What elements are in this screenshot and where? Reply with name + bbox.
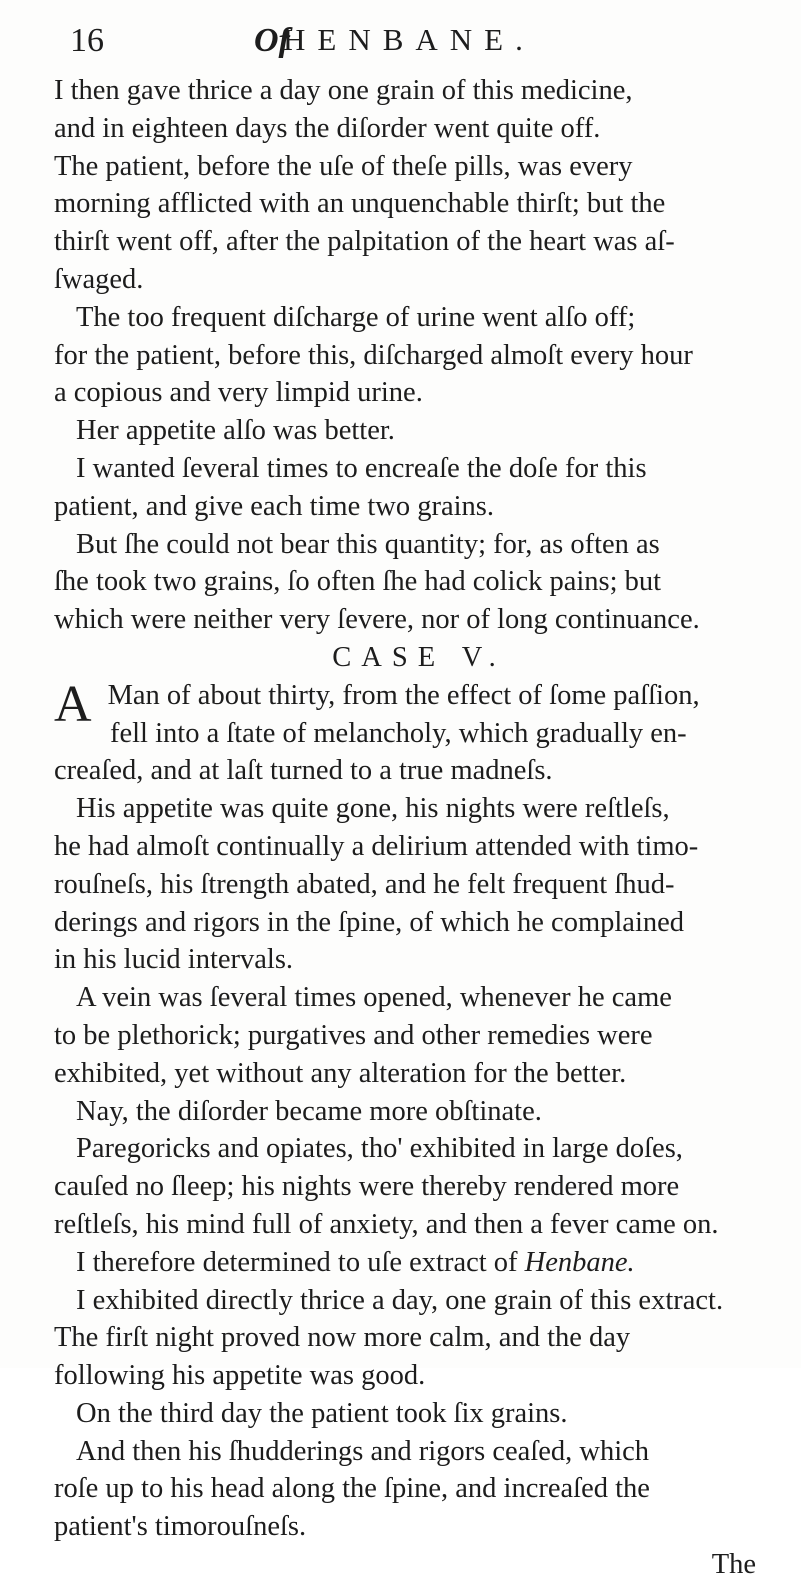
- body-line: creaſed, and at laſt turned to a true madneſs.: [54, 755, 553, 787]
- body-text: [54, 72, 770, 1584]
- paragraph: [54, 1093, 770, 1131]
- paragraph: [54, 979, 770, 1092]
- body-line: rouſneſs, his ſtrength abated, and he felt frequent ſhud-: [54, 868, 675, 900]
- body-line: Her appetite alſo was better.: [76, 415, 395, 447]
- body-line: derings and rigors in the ſpine, of which he complained: [54, 906, 685, 938]
- extract-text: I therefore determined to uſe extract of: [76, 1246, 525, 1278]
- header-title: HENBANE.: [283, 22, 535, 57]
- case-paragraph: [54, 677, 770, 790]
- paragraph-group-1: [54, 72, 770, 639]
- paragraph: [54, 299, 770, 412]
- paragraph: [54, 1395, 770, 1433]
- body-line: But ſhe could not bear this quantity; for, as often as: [76, 528, 660, 560]
- body-line: I exhibited directly thrice a day, one grain of this extract.: [76, 1284, 724, 1316]
- body-line: following his appetite was good.: [54, 1360, 426, 1392]
- body-line: The too frequent diſcharge of urine went alſo off;: [76, 301, 636, 333]
- body-line: a copious and very limpid urine.: [54, 377, 423, 409]
- body-line: morning afflicted with an unquenchable thirſt; but the: [54, 188, 666, 220]
- paragraph: [54, 1282, 770, 1395]
- body-line: patient's timorouſneſs.: [54, 1511, 307, 1543]
- page-number: 16: [70, 22, 104, 59]
- body-line: in his lucid intervals.: [54, 944, 294, 976]
- body-line: His appetite was quite gone, his nights were reſtleſs,: [76, 793, 670, 825]
- body-line: And then his ſhudderings and rigors ceaſed, which: [76, 1435, 650, 1467]
- body-line: patient, and give each time two grains.: [54, 490, 495, 522]
- body-line: thirſt went off, after the palpitation of the heart was aſ-: [54, 226, 675, 258]
- body-line: A vein was ſeveral times opened, whenever he came: [76, 982, 672, 1014]
- body-line: Man of about thirty, from the effect of ſome paſſion,: [107, 679, 700, 711]
- body-line: ſhe took two grains, ſo often ſhe had colick pains; but: [54, 566, 662, 598]
- drop-cap: A: [54, 675, 92, 733]
- paragraph: [54, 450, 770, 526]
- body-line: I then gave thrice a day one grain of this medicine,: [54, 75, 633, 106]
- body-line: exhibited, yet without any alteration for the better.: [54, 1057, 627, 1089]
- body-line: for the patient, before this, diſcharged almoſt every hour: [54, 339, 693, 371]
- header-prefix: Of: [254, 22, 290, 59]
- body-line: The firſt night proved now more calm, and the day: [54, 1322, 631, 1354]
- case-heading: CASE V.: [332, 641, 506, 673]
- paragraph: [54, 526, 770, 639]
- body-line: Nay, the diſorder became more obſtinate.: [76, 1095, 542, 1127]
- running-header: [56, 22, 756, 72]
- body-line: he had almoſt continually a delirium attended with timo-: [54, 830, 699, 862]
- body-line: to be plethorick; purgatives and other remedies were: [54, 1019, 653, 1051]
- body-line: cauſed no ſleep; his nights were thereby rendered more: [54, 1171, 680, 1203]
- paragraph: [54, 1433, 770, 1546]
- paragraph: [54, 412, 770, 450]
- body-line: The patient, before the uſe of theſe pills, was every: [54, 150, 633, 182]
- paragraph-group-2: [54, 790, 770, 1244]
- paragraph-group-3: [54, 1282, 770, 1547]
- body-line: and in eighteen days the diſorder went quite off.: [54, 112, 601, 144]
- paragraph: [54, 790, 770, 979]
- extract-paragraph: [54, 1244, 770, 1282]
- body-line: On the third day the patient took ſix grains.: [76, 1397, 568, 1429]
- body-line: reſtleſs, his mind full of anxiety, and then a fever came on.: [54, 1208, 719, 1240]
- paragraph: [54, 1130, 770, 1243]
- body-line: fell into a ſtate of melancholy, which gradually en-: [110, 717, 687, 749]
- body-line: which were neither very ſevere, nor of long continuance.: [54, 604, 700, 636]
- paragraph: [54, 72, 770, 299]
- body-line: roſe up to his head along the ſpine, and increaſed the: [54, 1473, 650, 1505]
- extract-italic: Henbane.: [524, 1246, 635, 1278]
- body-line: Paregoricks and opiates, tho' exhibited in large doſes,: [76, 1133, 683, 1165]
- catchword: The: [711, 1549, 756, 1581]
- body-line: I wanted ſeveral times to encreaſe the doſe for this: [76, 452, 647, 484]
- body-line: ſwaged.: [54, 263, 144, 295]
